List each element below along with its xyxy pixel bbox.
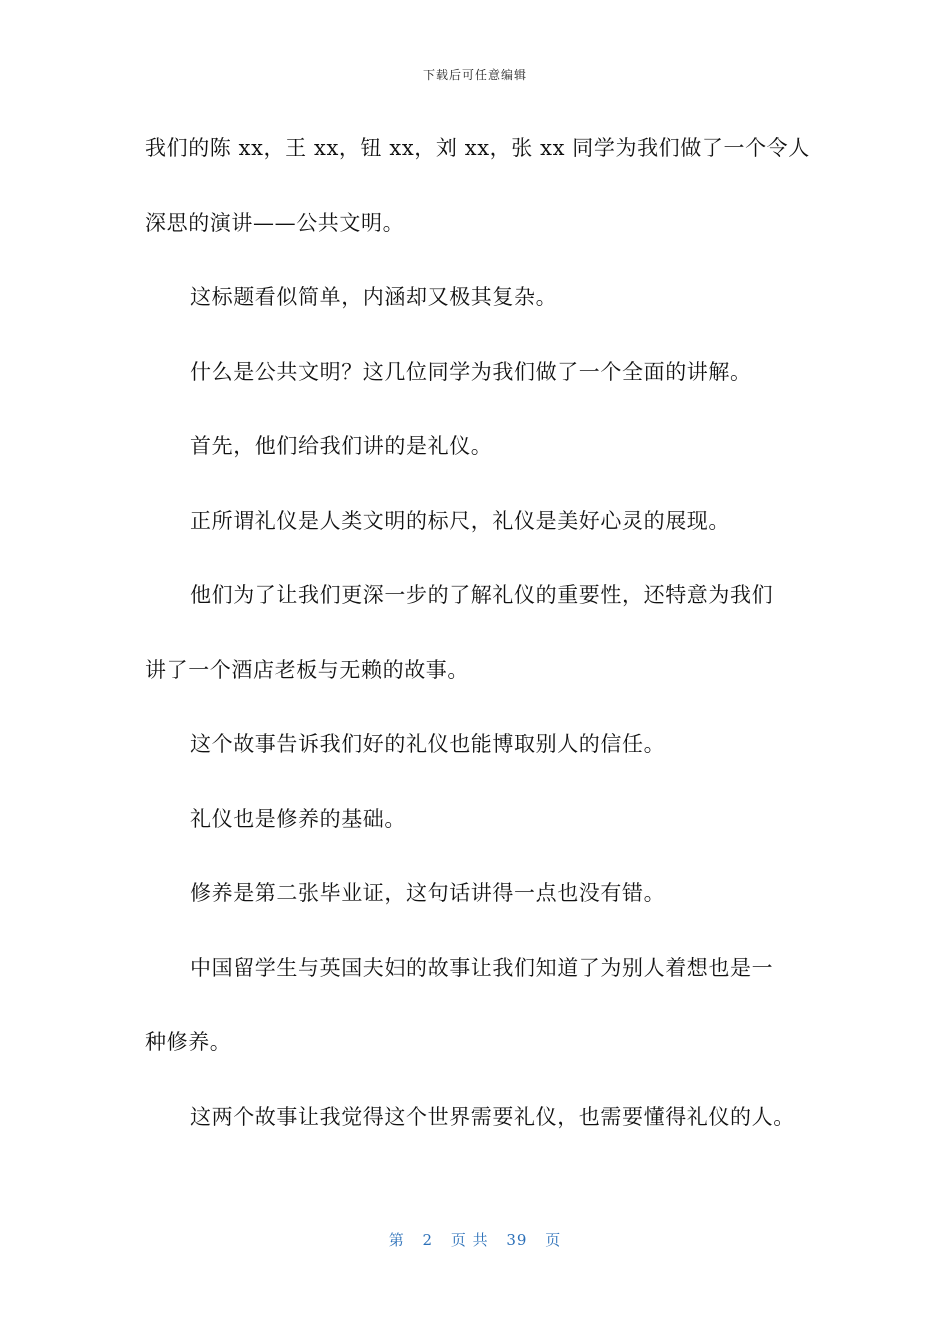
paragraph-line: 什么是公共文明？这几位同学为我们做了一个全面的讲解。 xyxy=(190,359,752,384)
page-footer xyxy=(0,1229,950,1250)
paragraph-line: 他们为了让我们更深一步的了解礼仪的重要性，还特意为我们 xyxy=(190,583,774,607)
paragraph-line: 修养是第二张毕业证，这句话讲得一点也没有错。 xyxy=(190,881,666,905)
page-suffix: 页 xyxy=(545,1231,562,1249)
paragraph-line: 中国留学生与英国夫妇的故事让我们知道了为别人着想也是一 xyxy=(190,955,774,980)
paragraph-line: 礼仪也是修养的基础。 xyxy=(190,806,406,831)
document-body xyxy=(145,128,815,1171)
page-mid: 页 共 xyxy=(450,1231,489,1249)
paragraph-line: 这个故事告诉我们好的礼仪也能博取别人的信任。 xyxy=(190,732,666,756)
paragraph-line: 正所谓礼仪是人类文明的标尺，礼仪是美好心灵的展现。 xyxy=(190,508,730,533)
paragraph-line: 我们的陈 xx，王 xx，钮 xx，刘 xx，张 xx 同学为我们做了一个令人 xyxy=(145,136,810,160)
paragraph-line: 种修养。 xyxy=(145,1030,232,1054)
page-header: 下载后可任意编辑 xyxy=(422,68,527,82)
paragraph-line: 首先，他们给我们讲的是礼仪。 xyxy=(190,434,493,458)
paragraph-line: 这标题看似简单，内涵却又极其复杂。 xyxy=(190,285,558,309)
page-number: 2 xyxy=(422,1231,434,1249)
paragraph-line: 讲了一个酒店老板与无赖的故事。 xyxy=(145,657,469,682)
paragraph-line: 深思的演讲——公共文明。 xyxy=(145,210,405,235)
paragraph-line: 这两个故事让我觉得这个世界需要礼仪，也需要懂得礼仪的人。 xyxy=(190,1104,795,1129)
page-prefix: 第 xyxy=(388,1231,405,1249)
page-total: 39 xyxy=(506,1231,528,1249)
